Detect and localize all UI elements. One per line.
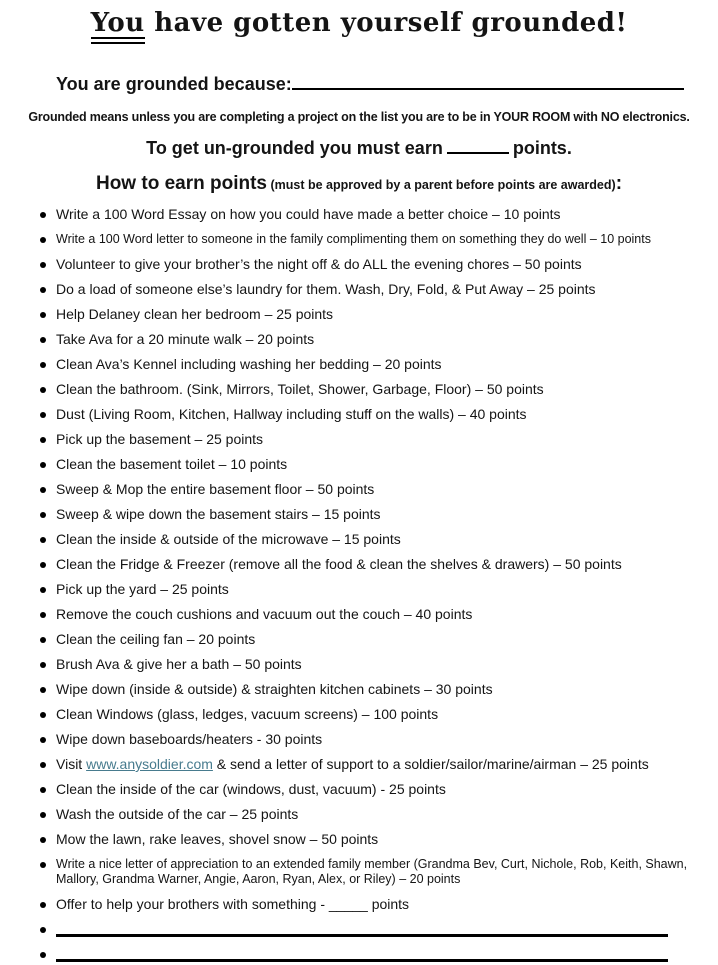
grounded-because-label: You are grounded because: bbox=[56, 74, 292, 94]
list-item: Clean Ava’s Kennel including washing her bedding – 20 points bbox=[38, 357, 710, 372]
write-in-line bbox=[56, 922, 668, 937]
list-item: Mow the lawn, rake leaves, shovel snow – 50 points bbox=[38, 832, 710, 847]
list-item: Clean the inside & outside of the microwave – 15 points bbox=[38, 532, 710, 547]
list-item: Help Delaney clean her bedroom – 25 points bbox=[38, 307, 710, 322]
how-to-earn-heading bbox=[8, 173, 710, 195]
list-item: Pick up the yard – 25 points bbox=[38, 582, 710, 597]
grounded-meaning-text: Grounded means unless you are completing a project on the list you are to be in YOUR ROOM with NO electronics. bbox=[28, 110, 690, 124]
anysoldier-link[interactable]: www.anysoldier.com bbox=[86, 756, 213, 772]
earn-suffix: points. bbox=[512, 138, 572, 158]
list-item: Sweep & wipe down the basement stairs – 15 points bbox=[38, 507, 710, 522]
list-item bbox=[38, 922, 710, 937]
list-item: Clean the basement toilet – 10 points bbox=[38, 457, 710, 472]
list-item: Do a load of someone else’s laundry for them. Wash, Dry, Fold, & Put Away – 25 points bbox=[38, 282, 710, 297]
list-item: Take Ava for a 20 minute walk – 20 points bbox=[38, 332, 710, 347]
list-item-text: & send a letter of support to a soldier/sailor/marine/airman – 25 points bbox=[212, 756, 649, 772]
because-blank-line bbox=[292, 84, 684, 90]
list-item: Offer to help your brothers with something - _____ points bbox=[38, 897, 710, 912]
list-item: Clean Windows (glass, ledges, vacuum screens) – 100 points bbox=[38, 707, 710, 722]
list-item: Write a 100 Word Essay on how you could have made a better choice – 10 points bbox=[38, 207, 710, 222]
list-item: Wipe down (inside & outside) & straighten kitchen cabinets – 30 points bbox=[38, 682, 710, 697]
earn-points-blank-line bbox=[447, 148, 509, 154]
list-item: Wipe down baseboards/heaters - 30 points bbox=[38, 732, 710, 747]
list-item: Clean the bathroom. (Sink, Mirrors, Toilet, Shower, Garbage, Floor) – 50 points bbox=[38, 382, 710, 397]
list-item bbox=[38, 757, 710, 772]
how-heading-main: How to earn points bbox=[95, 173, 267, 194]
grounded-because-row bbox=[56, 74, 710, 95]
how-heading-note: (must be approved by a parent before points are awarded) bbox=[270, 178, 616, 192]
title-rest: have gotten yourself grounded! bbox=[144, 8, 628, 38]
list-item: Clean the inside of the car (windows, dust, vacuum) - 25 points bbox=[38, 782, 710, 797]
list-item: Clean the ceiling fan – 20 points bbox=[38, 632, 710, 647]
points-list bbox=[8, 207, 710, 962]
list-item-text: Visit bbox=[56, 756, 87, 772]
list-item: Pick up the basement – 25 points bbox=[38, 432, 710, 447]
how-heading-colon: : bbox=[615, 173, 623, 194]
list-item: Write a nice letter of appreciation to an extended family member (Grandma Bev, Curt, Nichole, Rob, Keith, Shawn, Mallory, Grandma Warner, Angie, Aaron, Ryan, Alex, or Riley) – 20 points bbox=[38, 857, 710, 887]
list-item: Write a 100 Word letter to someone in the family complimenting them on something they do well – 10 points bbox=[38, 232, 710, 247]
list-item: Brush Ava & give her a bath – 50 points bbox=[38, 657, 710, 672]
list-item: Volunteer to give your brother’s the night off & do ALL the evening chores – 50 points bbox=[38, 257, 710, 272]
list-item: Wash the outside of the car – 25 points bbox=[38, 807, 710, 822]
page-title bbox=[8, 8, 710, 44]
list-item: Clean the Fridge & Freezer (remove all the food & clean the shelves & drawers) – 50 points bbox=[38, 557, 710, 572]
earn-prefix: To get un-grounded you must earn bbox=[146, 138, 443, 158]
list-item: Dust (Living Room, Kitchen, Hallway including stuff on the walls) – 40 points bbox=[38, 407, 710, 422]
list-item: Sweep & Mop the entire basement floor – 50 points bbox=[38, 482, 710, 497]
title-underlined-word: You bbox=[91, 10, 145, 44]
earn-points-row bbox=[8, 138, 710, 159]
list-item: Remove the couch cushions and vacuum out the couch – 40 points bbox=[38, 607, 710, 622]
